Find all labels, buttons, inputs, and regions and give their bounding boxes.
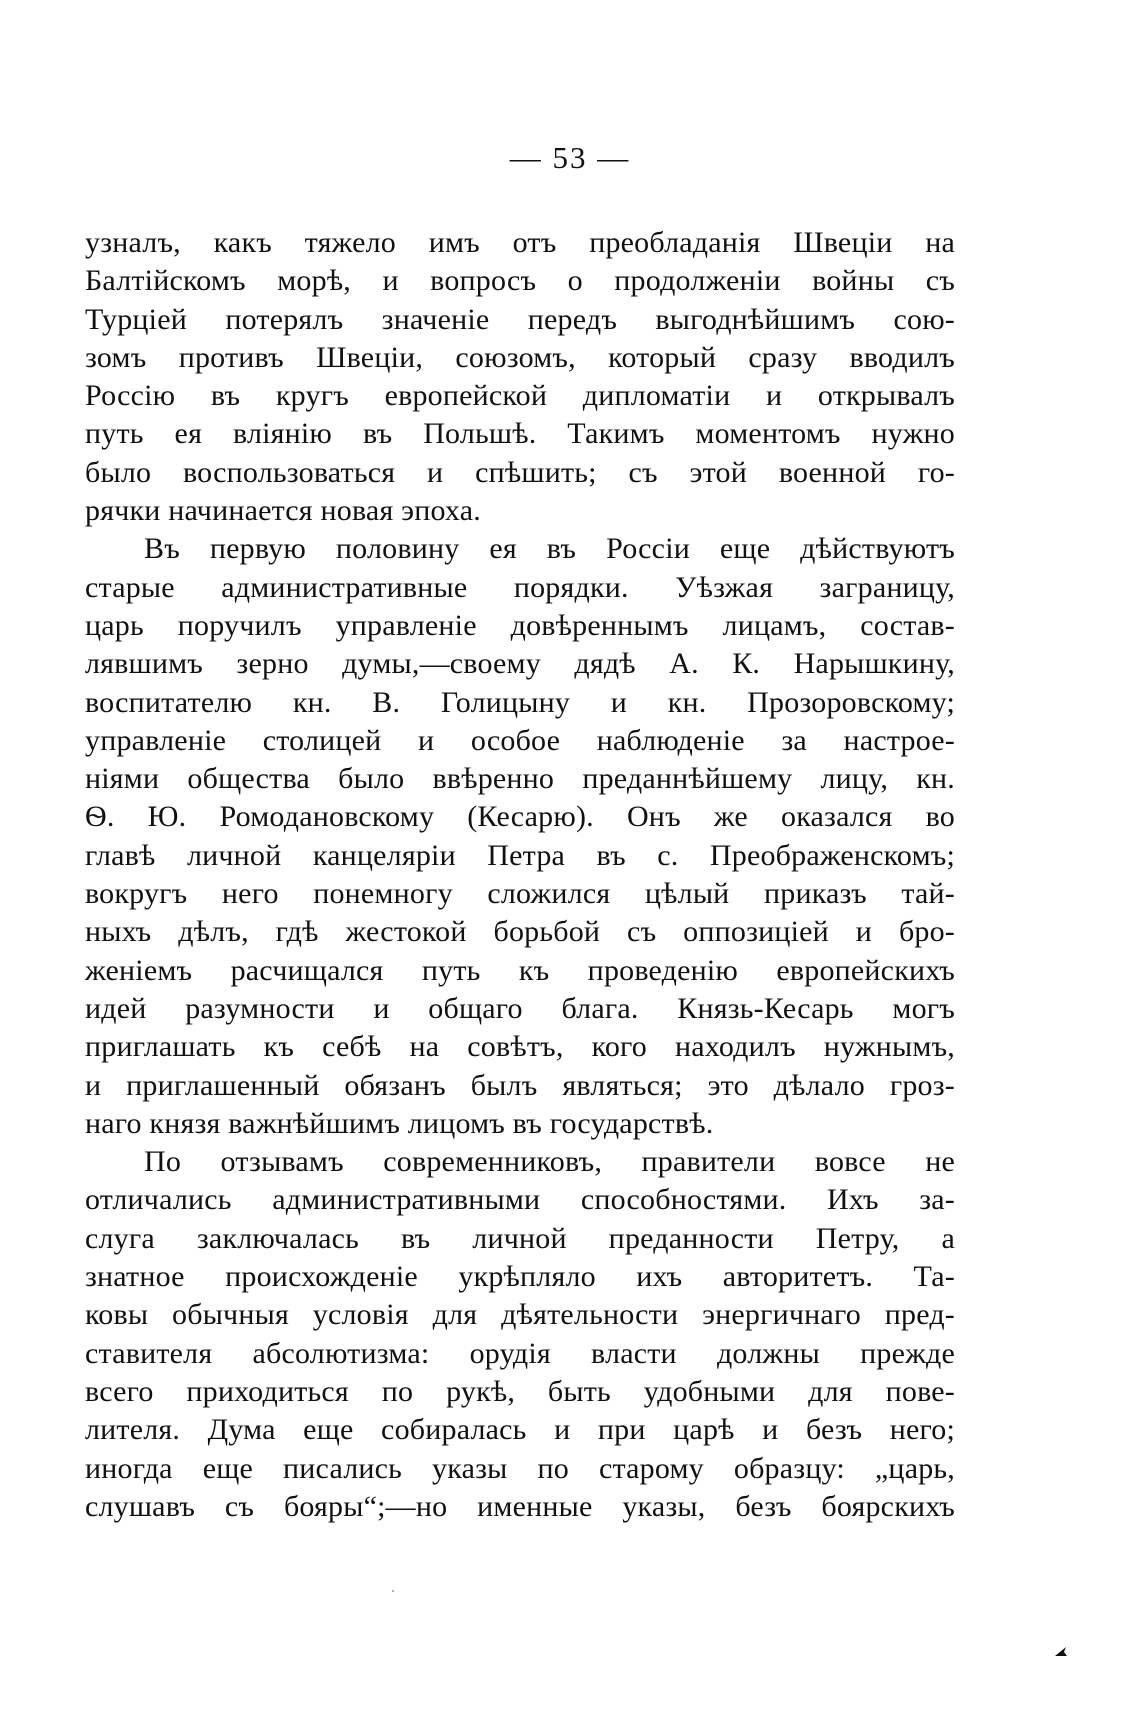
text-line: Ѳ. Ю. Ромодановскому (Кесарю). Онъ же оказался во <box>85 800 955 834</box>
text-line: По отзывамъ современниковъ, правители вовсе не <box>144 1145 955 1179</box>
text-line: рячки начинается новая эпоха. <box>85 494 481 528</box>
text-line: слушавъ съ бояры“;—но именные указы, безъ боярскихъ <box>85 1489 955 1523</box>
text-line: женіемъ расчищался путь къ проведенію европейскихъ <box>85 953 955 987</box>
text-line: старые административные порядки. Уѣзжая заграницу, <box>85 570 955 604</box>
scan-speck <box>392 1590 394 1592</box>
scan-artifact-icon <box>1054 1644 1068 1658</box>
paragraph-2 <box>85 530 955 1143</box>
text-line: воспитателю кн. В. Голицыну и кн. Прозоровскому; <box>85 685 955 719</box>
text-line: слуга заключалась въ личной преданности Петру, а <box>85 1221 955 1255</box>
text-line: приглашать къ себѣ на совѣтъ, кого находилъ нужнымъ, <box>85 1030 955 1064</box>
text-line: Балтійскомъ морѣ, и вопросъ о продолженіи войны съ <box>85 264 955 298</box>
paragraph-3 <box>85 1143 955 1526</box>
text-line: ныхъ дѣлъ, гдѣ жестокой борьбой съ оппозиціей и бро- <box>85 915 955 949</box>
text-line: главѣ личной канцеляріи Петра въ с. Преображенскомъ; <box>85 838 955 872</box>
text-line: знатное происхожденіе укрѣпляло ихъ авторитетъ. Та- <box>85 1260 955 1294</box>
body-text <box>85 224 955 1526</box>
text-line: лителя. Дума еще собиралась и при царѣ и безъ него; <box>85 1413 955 1447</box>
text-line: отличались административными способностями. Ихъ за- <box>85 1183 955 1217</box>
text-line: иногда еще писались указы по старому образцу: „царь, <box>85 1451 955 1485</box>
text-line: управленіе столицей и особое наблюденіе за настрое- <box>85 723 955 757</box>
text-line: ковы обычныя условія для дѣятельности энергичнаго пред- <box>85 1298 955 1332</box>
text-line: узналъ, какъ тяжело имъ отъ преобладанія Швеціи на <box>85 226 955 259</box>
text-line: Россію въ кругъ европейской дипломатіи и открывалъ <box>85 379 955 413</box>
text-line: вокругъ него понемногу сложился цѣлый приказъ тай- <box>85 877 955 911</box>
text-line: путь ея вліянію въ Польшѣ. Такимъ моментомъ нужно <box>85 417 955 451</box>
page-number: — 53 — <box>509 140 631 175</box>
text-line: всего приходиться по рукѣ, быть удобными для пове- <box>85 1374 955 1408</box>
text-line: ніями общества было ввѣренно преданнѣйшему лицу, кн. <box>85 762 955 796</box>
text-line: Турціей потерялъ значеніе передъ выгоднѣйшимъ сою- <box>85 302 955 336</box>
text-line: наго князя важнѣйшимъ лицомъ въ государствѣ. <box>85 1106 714 1140</box>
text-line: и приглашенный обязанъ былъ являться; это дѣлало гроз- <box>85 1068 955 1102</box>
text-line: царь поручилъ управленіе довѣреннымъ лицамъ, состав- <box>85 608 955 642</box>
text-line: идей разумности и общаго блага. Князь-Кесарь могъ <box>85 991 955 1025</box>
text-line: ставителя абсолютизма: орудія власти должны прежде <box>85 1336 955 1370</box>
text-line: зомъ противъ Швеціи, союзомъ, который сразу вводилъ <box>85 340 955 374</box>
text-line: лявшимъ зерно думы,—своему дядѣ А. К. Нарышкину, <box>85 647 955 681</box>
paragraph-1 <box>85 224 955 530</box>
text-line: Въ первую половину ея въ Россіи еще дѣйствуютъ <box>144 532 955 566</box>
text-line: было воспользоваться и спѣшить; съ этой военной го- <box>85 455 955 489</box>
